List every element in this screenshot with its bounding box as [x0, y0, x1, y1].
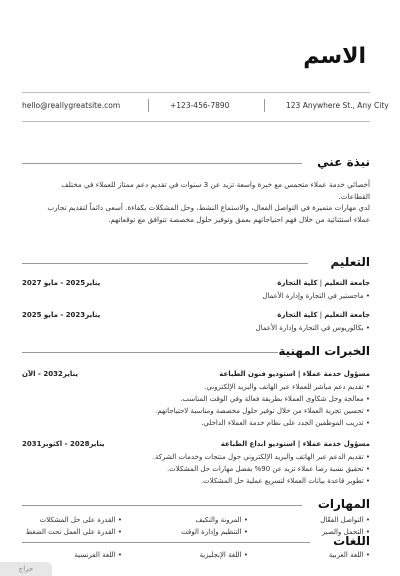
- experience-bullet: • تحسين تجربة العملاء من خلال توفير حلول مخصصة ومناسبة لاحتياجاتهم.: [155, 407, 370, 415]
- summary-line: عملاء استثنائية من خلال فهم احتياجاتهم بعمق وتوفير حلول مخصصة تتوافق مع توقعاتهم.: [108, 214, 370, 224]
- contact-separator: [264, 99, 265, 112]
- experience-bullet: • معالجة وحل شكاوى العملاء بطريقة فعالة وفي الوقت المناسب.: [180, 395, 370, 403]
- experience-bullet: • تقديم دعم مباشر للعملاء عبر الهاتف والبريد الإلكتروني.: [204, 383, 370, 391]
- experience-section-line: [22, 352, 278, 353]
- experience-dates: يناير2032 - الآن: [22, 370, 78, 378]
- experience-bullet: • تدريب الموظفين الجدد على نظام خدمة العملاء الداخلي.: [201, 419, 370, 427]
- education-item-header: [277, 279, 370, 287]
- summary-paragraph: [30, 179, 370, 225]
- skill-item: • التحمل والصبر: [322, 528, 370, 536]
- experience-role: مسؤول خدمة عملاء | استوديو ابداع الطباعة: [220, 440, 370, 448]
- summary-section-title: نبذة عني: [317, 155, 370, 169]
- education-degree: • ماجستير في التجارة وإدارة الأعمال: [262, 292, 370, 300]
- education-school: جامعة التعليم: [324, 311, 370, 319]
- languages-section-title: اللغات: [333, 534, 370, 548]
- skill-item: • القدرة على حل المشكلات: [40, 516, 122, 524]
- contact-separator: [148, 99, 149, 112]
- education-school: جامعة التعليم: [324, 279, 370, 287]
- education-section-title: التعليم: [330, 255, 370, 269]
- skills-section-title: المهارات: [317, 497, 370, 511]
- skill-item: • التنظيم وإدارة الوقت: [181, 528, 248, 536]
- language-item: • اللغة الفرنسية: [74, 551, 122, 559]
- experience-bullet: • تحقيق نسبة رضا عملاء تزيد عن 90% بفضل مهارات حل المشكلات.: [167, 465, 370, 473]
- skills-section-line: [22, 505, 302, 506]
- contact-phone[interactable]: +123-456-7890: [170, 101, 230, 110]
- experience-dates: يناير2028 - اكتوبر2031: [22, 440, 105, 448]
- education-section-line: [22, 263, 308, 264]
- languages-section-line: [22, 542, 310, 543]
- header-divider-bottom: [22, 121, 370, 122]
- education-dates: يناير2025 - مايو 2027: [22, 279, 101, 287]
- skill-item: • التواصل الفعّال: [320, 516, 370, 524]
- watermark-logo: حراج: [0, 562, 52, 576]
- header-divider-top: [22, 92, 370, 93]
- experience-role: مسؤول خدمة عملاء | استوديو فنون الطباعة: [219, 370, 370, 378]
- contact-email[interactable]: hello@reallygreatsite.com: [22, 101, 121, 110]
- summary-section-line: [22, 163, 302, 164]
- experience-section-title: الخبرات المهنية: [278, 344, 370, 358]
- education-item-header: [277, 311, 370, 319]
- experience-bullet: • تطوير قاعدة بيانات العملاء لتسريع عملية حل المشكلات.: [201, 477, 370, 485]
- separator: |: [317, 311, 323, 319]
- skill-item: • المرونة والتكيف: [196, 516, 248, 524]
- page-title: الاسم: [303, 44, 366, 69]
- skill-item: • القدرة على العمل تحت الضغط: [26, 528, 122, 536]
- language-item: • اللغة الإنجليزية: [199, 551, 248, 559]
- contact-address: 123 Anywhere St., Any City: [286, 101, 389, 110]
- separator: |: [317, 279, 323, 287]
- education-dates: يناير2023 - مايو 2025: [22, 311, 101, 319]
- summary-line: لدي مهارات متميزة في التواصل الفعال، والاستماع النشط، وحل المشكلات بكفاءة. أسعى دائماً لتقديم تجارب: [47, 203, 370, 212]
- education-degree: • بكالوريوس في التجارة وإدارة الأعمال: [256, 324, 370, 332]
- language-item: • اللغة العربية: [329, 551, 370, 559]
- education-college: كلية التجارة: [277, 311, 318, 319]
- education-college: كلية التجارة: [277, 279, 318, 287]
- experience-bullet: • تقديم الدعم عبر الهاتف والبريد الإلكتروني حول منتجات وخدمات الشركة.: [153, 453, 370, 461]
- summary-line: أخصائي خدمة عملاء متحمس مع خبرة واسعة تزيد عن 3 سنوات في تقديم دعم ممتاز للعملاء في مختلف القطاعات.: [61, 180, 370, 201]
